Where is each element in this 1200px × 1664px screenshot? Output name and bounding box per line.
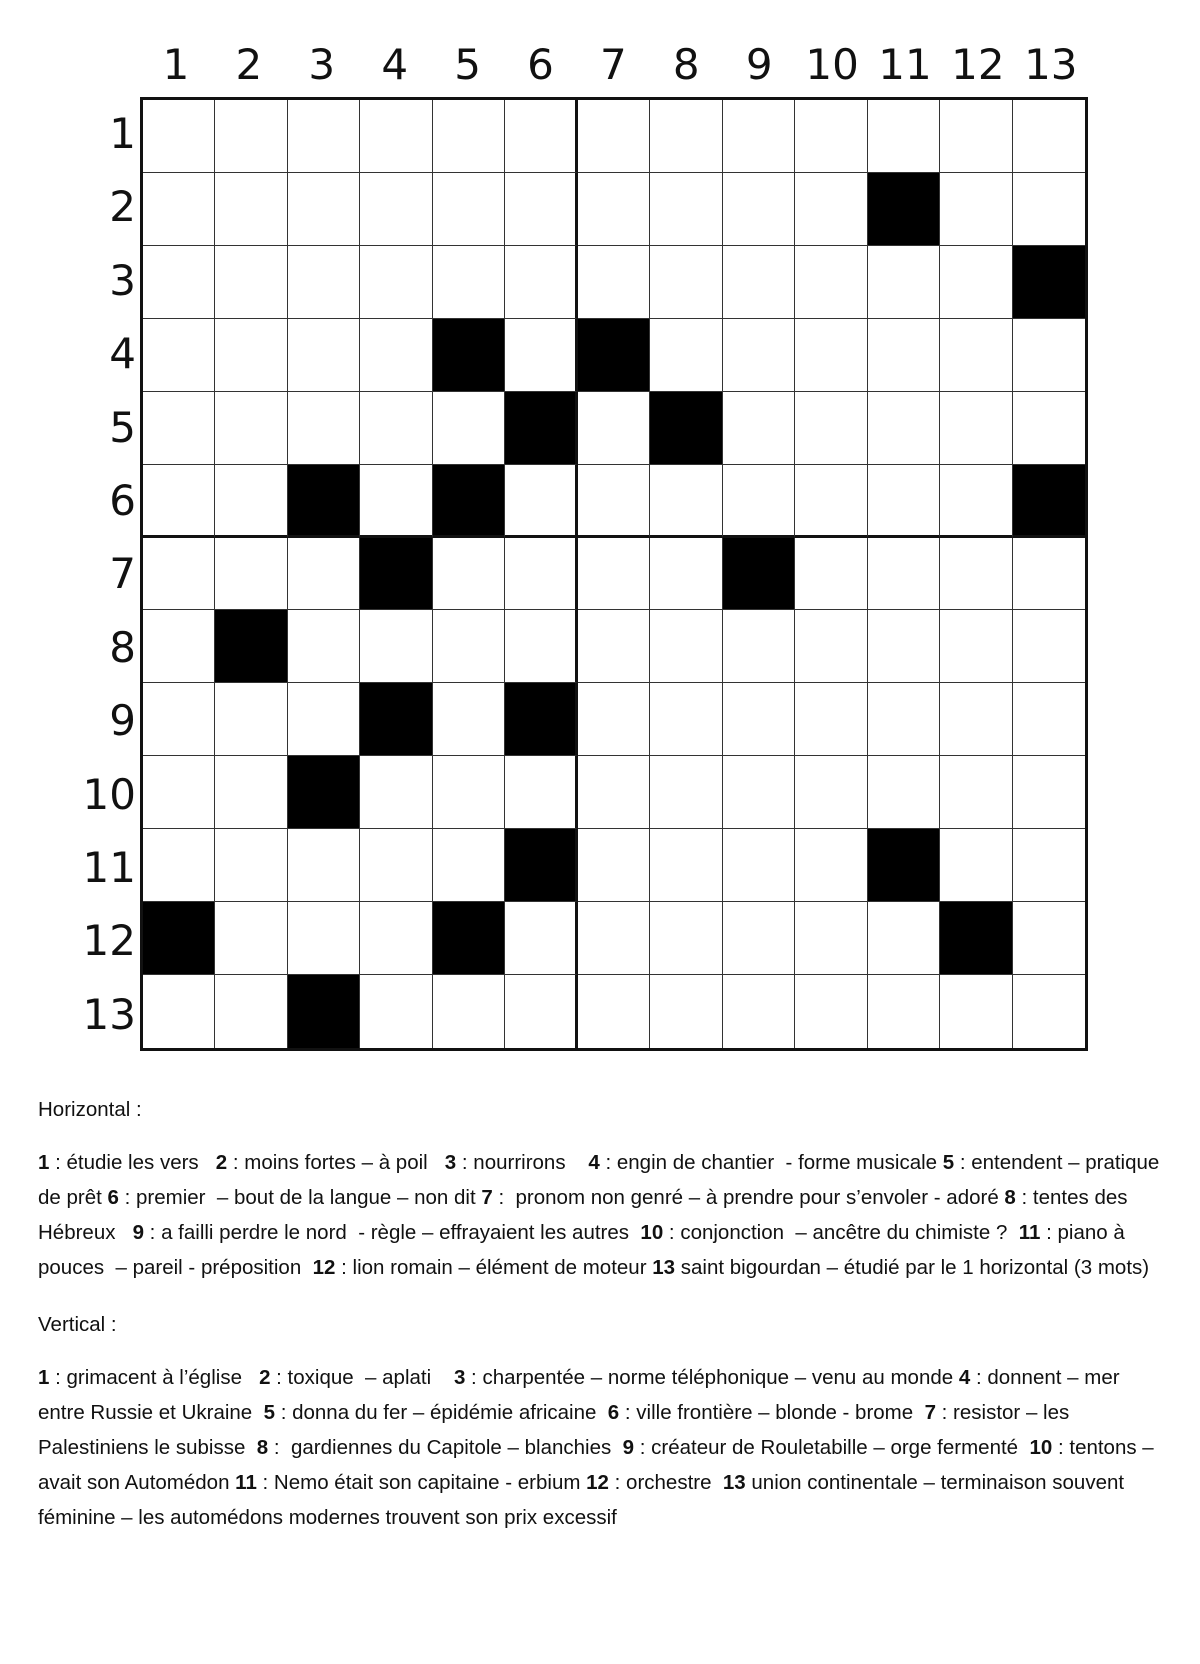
clue-number: 4 xyxy=(588,1151,600,1174)
grid-cell[interactable] xyxy=(505,756,577,829)
black-cell xyxy=(1013,465,1085,538)
grid-cell[interactable] xyxy=(1013,319,1085,392)
grid-cell[interactable] xyxy=(215,683,287,756)
grid-cell[interactable] xyxy=(795,246,867,319)
black-cell xyxy=(215,610,287,683)
grid-cell[interactable] xyxy=(578,465,650,538)
black-cell xyxy=(360,683,432,756)
grid-cell[interactable] xyxy=(940,392,1012,465)
column-number: 7 xyxy=(600,40,627,89)
grid-cell[interactable] xyxy=(360,465,432,538)
grid-cell[interactable] xyxy=(143,829,215,902)
row-number: 12 xyxy=(82,916,136,966)
clue xyxy=(259,1366,454,1389)
grid-cell[interactable] xyxy=(650,538,722,611)
clue-number: 6 xyxy=(607,1401,620,1424)
grid-cell[interactable] xyxy=(505,173,577,246)
clue-text: : donna du fer – épidémie africaine xyxy=(275,1401,608,1424)
grid-cell[interactable] xyxy=(578,756,650,829)
clue-number: 9 xyxy=(622,1436,635,1459)
grid-cell[interactable] xyxy=(505,246,577,319)
grid-cell[interactable] xyxy=(215,100,287,173)
row-number: 4 xyxy=(109,329,136,379)
grid-cell[interactable] xyxy=(505,100,577,173)
grid-cell[interactable] xyxy=(360,173,432,246)
clue xyxy=(652,1256,1149,1279)
row-number: 8 xyxy=(109,622,136,672)
grid-cell[interactable] xyxy=(288,683,360,756)
grid-cell[interactable] xyxy=(215,538,287,611)
clue-number: 1 xyxy=(38,1151,50,1174)
clue-number: 8 xyxy=(1004,1186,1016,1209)
grid-cell[interactable] xyxy=(215,246,287,319)
clue-text: : premier – bout de la langue – non dit xyxy=(118,1186,482,1209)
grid-cell[interactable] xyxy=(433,756,505,829)
clue-number: 3 xyxy=(444,1151,457,1174)
clue-number: 11 xyxy=(1018,1221,1041,1244)
grid-cell[interactable] xyxy=(795,902,867,975)
grid-cell[interactable] xyxy=(143,319,215,392)
grid-cell[interactable] xyxy=(143,610,215,683)
row-number: 3 xyxy=(109,255,136,305)
black-cell xyxy=(868,829,940,902)
grid-cell[interactable] xyxy=(360,902,432,975)
row-number: 6 xyxy=(109,476,136,525)
grid-cell[interactable] xyxy=(143,173,215,246)
grid-cell[interactable] xyxy=(940,538,1012,611)
column-number: 11 xyxy=(878,40,932,89)
column-numbers xyxy=(140,38,1088,92)
grid-cell[interactable] xyxy=(650,975,722,1048)
grid-cell[interactable] xyxy=(433,246,505,319)
grid-cell[interactable] xyxy=(723,319,795,392)
grid-cell[interactable] xyxy=(215,902,287,975)
grid-cell[interactable] xyxy=(650,319,722,392)
vertical-title: Vertical : xyxy=(38,1313,117,1336)
grid-cell[interactable] xyxy=(288,902,360,975)
grid-cell[interactable] xyxy=(215,392,287,465)
black-cell xyxy=(1013,246,1085,319)
row-number: 13 xyxy=(82,989,136,1039)
horizontal-clues xyxy=(38,1145,1168,1285)
grid-cell[interactable] xyxy=(360,610,432,683)
black-cell xyxy=(505,829,577,902)
clue-text: : donnent – mer entre Russie et Ukraine xyxy=(38,1366,1126,1424)
grid-cell[interactable] xyxy=(795,173,867,246)
grid-cell[interactable] xyxy=(940,465,1012,538)
grid-cell[interactable] xyxy=(578,610,650,683)
grid-cell[interactable] xyxy=(1013,392,1085,465)
black-cell xyxy=(723,538,795,611)
clue-number: 10 xyxy=(1029,1436,1053,1459)
grid-cell[interactable] xyxy=(433,829,505,902)
clue-text: : nourrirons xyxy=(456,1151,589,1174)
grid-cell[interactable] xyxy=(868,538,940,611)
grid-cell[interactable] xyxy=(433,392,505,465)
clue xyxy=(133,1221,641,1244)
black-cell xyxy=(433,319,505,392)
grid-cell[interactable] xyxy=(650,902,722,975)
grid-cell[interactable] xyxy=(1013,829,1085,902)
clue-text: : lion romain – élément de moteur xyxy=(335,1256,653,1279)
grid-cell[interactable] xyxy=(868,465,940,538)
grid-cell[interactable] xyxy=(1013,756,1085,829)
grid-cell[interactable] xyxy=(723,610,795,683)
grid-cell[interactable] xyxy=(143,975,215,1048)
grid-cell[interactable] xyxy=(433,173,505,246)
grid-cell[interactable] xyxy=(868,392,940,465)
column-number: 2 xyxy=(235,40,263,89)
grid-cell[interactable] xyxy=(505,902,577,975)
column-number: 5 xyxy=(454,40,481,89)
column-number: 8 xyxy=(672,40,700,89)
black-cell xyxy=(433,902,505,975)
grid-cell[interactable] xyxy=(650,683,722,756)
clue xyxy=(313,1256,653,1279)
grid-cell[interactable] xyxy=(940,246,1012,319)
grid-cell[interactable] xyxy=(143,392,215,465)
clue-number: 5 xyxy=(263,1401,276,1424)
clue-number: 5 xyxy=(942,1151,955,1174)
grid-cell[interactable] xyxy=(650,246,722,319)
clue-text: : pronom non genré – à prendre pour s’envoler - adoré xyxy=(492,1186,1005,1209)
grid-cell[interactable] xyxy=(1013,683,1085,756)
grid-cell[interactable] xyxy=(795,829,867,902)
column-number: 13 xyxy=(1024,40,1078,89)
column-number: 1 xyxy=(162,40,190,89)
grid-cell[interactable] xyxy=(723,246,795,319)
clue-number: 12 xyxy=(312,1256,336,1279)
grid-cell[interactable] xyxy=(940,975,1012,1048)
clue xyxy=(235,1471,586,1494)
grid-cell[interactable] xyxy=(723,100,795,173)
grid-cell[interactable] xyxy=(578,538,650,611)
grid-cell[interactable] xyxy=(868,975,940,1048)
grid-cell[interactable] xyxy=(288,610,360,683)
clue-text: : étudie les vers xyxy=(49,1151,216,1174)
clue-number: 8 xyxy=(256,1436,269,1459)
grid-cell[interactable] xyxy=(795,756,867,829)
clue-number: 13 xyxy=(652,1256,676,1279)
horizontal-title: Horizontal : xyxy=(38,1098,142,1121)
black-cell xyxy=(505,683,577,756)
grid-cell[interactable] xyxy=(505,538,577,611)
grid-cell[interactable] xyxy=(143,756,215,829)
grid-cell[interactable] xyxy=(433,975,505,1048)
clue xyxy=(108,1186,482,1209)
grid-cell[interactable] xyxy=(360,756,432,829)
clue xyxy=(588,1151,942,1174)
black-cell xyxy=(288,465,360,538)
column-number: 3 xyxy=(308,40,336,89)
grid-cell[interactable] xyxy=(215,756,287,829)
column-number: 12 xyxy=(951,40,1005,89)
clue-number: 6 xyxy=(107,1186,119,1209)
grid-cell[interactable] xyxy=(505,319,577,392)
clue-text: union continentale – terminaison souvent féminine – les automédons modernes trouvent son prix excessif xyxy=(38,1471,1130,1529)
grid-cell[interactable] xyxy=(795,975,867,1048)
black-cell xyxy=(288,756,360,829)
clue-text: : engin de chantier - forme musicale xyxy=(599,1151,943,1174)
grid-cell[interactable] xyxy=(288,100,360,173)
grid-cell[interactable] xyxy=(650,173,722,246)
grid-cell[interactable] xyxy=(650,829,722,902)
grid-cell[interactable] xyxy=(143,465,215,538)
grid-cell[interactable] xyxy=(723,756,795,829)
black-cell xyxy=(868,173,940,246)
grid-cell[interactable] xyxy=(868,100,940,173)
grid-cell[interactable] xyxy=(143,100,215,173)
clue xyxy=(586,1471,723,1494)
clue-text: : tentons – avait son Automédon xyxy=(38,1436,1160,1494)
clue xyxy=(640,1221,1018,1244)
black-cell xyxy=(578,319,650,392)
black-cell xyxy=(650,392,722,465)
clue-number: 12 xyxy=(586,1471,609,1494)
grid-cell[interactable] xyxy=(1013,902,1085,975)
grid-cell[interactable] xyxy=(650,756,722,829)
black-cell xyxy=(505,392,577,465)
grid-cell[interactable] xyxy=(868,319,940,392)
grid-cell[interactable] xyxy=(288,246,360,319)
clue-text: : entendent – pratique de prêt xyxy=(38,1151,1166,1209)
clue-text: : moins fortes – à poil xyxy=(227,1151,445,1174)
clue-number: 11 xyxy=(235,1471,257,1494)
grid-cell[interactable] xyxy=(578,392,650,465)
clue-number: 2 xyxy=(215,1151,228,1174)
grid-cell[interactable] xyxy=(288,173,360,246)
clue-number: 2 xyxy=(259,1366,271,1389)
clue-text: : toxique – aplati xyxy=(270,1366,454,1389)
grid-cell[interactable] xyxy=(360,246,432,319)
clue-text: : a failli perdre le nord - règle – effrayaient les autres xyxy=(143,1221,641,1244)
grid-cell[interactable] xyxy=(215,465,287,538)
clue-text: : tentes des Hébreux xyxy=(38,1186,1134,1244)
grid-cell[interactable] xyxy=(578,173,650,246)
black-cell xyxy=(360,538,432,611)
clue xyxy=(454,1366,959,1389)
grid-cell[interactable] xyxy=(940,319,1012,392)
grid-cell[interactable] xyxy=(723,975,795,1048)
grid-cell[interactable] xyxy=(215,975,287,1048)
clue xyxy=(38,1366,259,1389)
crossword-grid xyxy=(140,97,1088,1051)
row-number: 10 xyxy=(82,769,136,819)
column-number: 6 xyxy=(527,40,554,89)
clue-number: 10 xyxy=(640,1221,664,1244)
column-number: 10 xyxy=(805,40,859,89)
grid-cell[interactable] xyxy=(723,829,795,902)
grid-cell[interactable] xyxy=(215,319,287,392)
grid-cell[interactable] xyxy=(940,173,1012,246)
clue xyxy=(481,1186,1004,1209)
clue xyxy=(264,1401,608,1424)
grid-cell[interactable] xyxy=(795,100,867,173)
grid-cell[interactable] xyxy=(433,610,505,683)
grid-cell[interactable] xyxy=(868,246,940,319)
row-numbers xyxy=(70,97,138,1051)
row-number: 7 xyxy=(109,549,136,599)
black-cell xyxy=(433,465,505,538)
grid-cell[interactable] xyxy=(143,538,215,611)
clue-text: : grimacent à l’église xyxy=(49,1366,260,1389)
grid-cell[interactable] xyxy=(795,538,867,611)
grid-cell[interactable] xyxy=(578,902,650,975)
grid-cell[interactable] xyxy=(723,465,795,538)
clue xyxy=(216,1151,445,1174)
grid-cell[interactable] xyxy=(1013,100,1085,173)
clue-number: 4 xyxy=(958,1366,971,1389)
column-number: 4 xyxy=(381,40,409,89)
grid-cell[interactable] xyxy=(505,610,577,683)
clue-text: : Nemo était son capitaine - erbium xyxy=(256,1471,587,1494)
clue-number: 3 xyxy=(453,1366,466,1389)
clue-number: 9 xyxy=(132,1221,144,1244)
grid-cell[interactable] xyxy=(650,610,722,683)
grid-cell[interactable] xyxy=(940,100,1012,173)
grid-cell[interactable] xyxy=(143,246,215,319)
grid-cell[interactable] xyxy=(433,538,505,611)
clue-number: 1 xyxy=(38,1366,50,1389)
clue-text: : créateur de Rouletabille – orge fermenté xyxy=(634,1436,1030,1459)
clue xyxy=(257,1436,623,1459)
row-number: 1 xyxy=(109,109,136,158)
grid-cell[interactable] xyxy=(215,173,287,246)
vertical-clues xyxy=(38,1360,1168,1535)
grid-cell[interactable] xyxy=(215,829,287,902)
grid-cell[interactable] xyxy=(143,683,215,756)
clue xyxy=(608,1401,925,1424)
grid-cell[interactable] xyxy=(1013,975,1085,1048)
grid-cell[interactable] xyxy=(1013,610,1085,683)
grid-cell[interactable] xyxy=(505,975,577,1048)
grid-cell[interactable] xyxy=(650,100,722,173)
row-number: 2 xyxy=(109,182,136,232)
grid-cell[interactable] xyxy=(795,465,867,538)
grid-cell[interactable] xyxy=(723,173,795,246)
grid-cell[interactable] xyxy=(868,756,940,829)
grid-cell[interactable] xyxy=(288,829,360,902)
grid-cell[interactable] xyxy=(723,392,795,465)
grid-cell[interactable] xyxy=(288,392,360,465)
grid-cell[interactable] xyxy=(940,756,1012,829)
grid-cell[interactable] xyxy=(868,902,940,975)
grid-cell[interactable] xyxy=(868,610,940,683)
grid-cell[interactable] xyxy=(360,319,432,392)
grid-cell[interactable] xyxy=(578,683,650,756)
clue-text: : resistor – les Palestiniens le subisse xyxy=(38,1401,1075,1459)
clue-text: saint bigourdan – étudié par le 1 horizontal (3 mots) xyxy=(675,1256,1150,1279)
clue xyxy=(445,1151,589,1174)
clue-text: : gardiennes du Capitole – blanchies xyxy=(268,1436,623,1459)
clue-text: : conjonction – ancêtre du chimiste ? xyxy=(663,1221,1019,1244)
black-cell xyxy=(143,902,215,975)
clue-number: 7 xyxy=(481,1186,493,1209)
grid-cell[interactable] xyxy=(578,975,650,1048)
clues-section xyxy=(38,1092,1168,1557)
grid-cell[interactable] xyxy=(1013,173,1085,246)
grid-cell[interactable] xyxy=(360,829,432,902)
clue-text: : ville frontière – blonde - brome xyxy=(619,1401,925,1424)
grid-cell[interactable] xyxy=(650,465,722,538)
grid-cell[interactable] xyxy=(940,683,1012,756)
grid-cell[interactable] xyxy=(288,319,360,392)
grid-cell[interactable] xyxy=(723,683,795,756)
clue-text: : piano à pouces – pareil - préposition xyxy=(38,1221,1131,1279)
clue-text: : charpentée – norme téléphonique – venu au monde xyxy=(465,1366,959,1389)
grid-cell[interactable] xyxy=(360,100,432,173)
clue-text: : orchestre xyxy=(608,1471,723,1494)
row-number: 11 xyxy=(82,843,136,892)
row-number: 9 xyxy=(109,696,136,746)
grid-cell[interactable] xyxy=(360,975,432,1048)
grid-cell[interactable] xyxy=(795,683,867,756)
grid-cell[interactable] xyxy=(578,829,650,902)
column-number: 9 xyxy=(745,40,773,89)
clue xyxy=(38,1151,216,1174)
grid-cell[interactable] xyxy=(940,610,1012,683)
grid-cell[interactable] xyxy=(578,246,650,319)
clue-number: 13 xyxy=(722,1471,746,1494)
grid-cell[interactable] xyxy=(795,319,867,392)
black-cell xyxy=(940,902,1012,975)
grid-cell[interactable] xyxy=(505,465,577,538)
grid-cell[interactable] xyxy=(940,829,1012,902)
grid-cell[interactable] xyxy=(868,683,940,756)
grid-cell[interactable] xyxy=(795,392,867,465)
grid-cell[interactable] xyxy=(723,902,795,975)
grid-cell[interactable] xyxy=(360,392,432,465)
grid-cell[interactable] xyxy=(1013,538,1085,611)
row-number: 5 xyxy=(109,402,136,452)
clue-number: 7 xyxy=(924,1401,936,1424)
grid-cell[interactable] xyxy=(433,683,505,756)
grid-cell[interactable] xyxy=(433,100,505,173)
grid-cell[interactable] xyxy=(795,610,867,683)
black-cell xyxy=(288,975,360,1048)
grid-cell[interactable] xyxy=(288,538,360,611)
grid-cell[interactable] xyxy=(578,100,650,173)
clue xyxy=(623,1436,1030,1459)
